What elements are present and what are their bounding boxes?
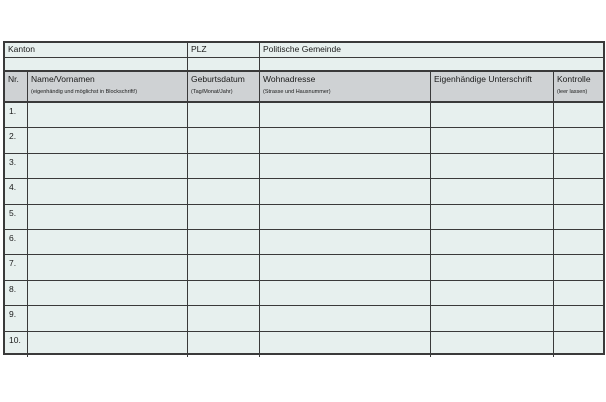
signature-field[interactable] — [431, 306, 554, 330]
table-row — [5, 230, 603, 255]
column-title: Geburtsdatum — [191, 74, 245, 84]
table-row — [5, 306, 603, 331]
column-header-control — [554, 72, 603, 101]
birthdate-field[interactable] — [188, 332, 260, 357]
row-number: 10. — [5, 332, 28, 357]
row-number: 4. — [5, 179, 28, 203]
address-field[interactable] — [260, 255, 431, 279]
row-number: 9. — [5, 306, 28, 330]
control-field — [554, 230, 603, 254]
plz-field[interactable] — [188, 58, 260, 70]
control-field — [554, 154, 603, 178]
row-number: 5. — [5, 205, 28, 229]
birthdate-field[interactable] — [188, 306, 260, 330]
control-field — [554, 205, 603, 229]
plz-label: PLZ — [188, 43, 260, 57]
column-header-address — [260, 72, 431, 101]
column-header-row — [5, 72, 603, 103]
column-title: Eigenhändige Unterschrift — [434, 74, 532, 84]
name-field[interactable] — [28, 255, 188, 279]
signature-field[interactable] — [431, 230, 554, 254]
address-field[interactable] — [260, 128, 431, 152]
row-number: 8. — [5, 281, 28, 305]
table-row — [5, 128, 603, 153]
gemeinde-label: Politische Gemeinde — [263, 44, 341, 54]
address-field[interactable] — [260, 205, 431, 229]
birthdate-field[interactable] — [188, 103, 260, 127]
table-row — [5, 205, 603, 230]
signature-field[interactable] — [431, 332, 554, 357]
row-number: 3. — [5, 154, 28, 178]
name-field[interactable] — [28, 205, 188, 229]
signature-field[interactable] — [431, 128, 554, 152]
control-field — [554, 281, 603, 305]
birthdate-field[interactable] — [188, 255, 260, 279]
name-field[interactable] — [28, 281, 188, 305]
name-field[interactable] — [28, 179, 188, 203]
address-field[interactable] — [260, 179, 431, 203]
address-field[interactable] — [260, 154, 431, 178]
birthdate-field[interactable] — [188, 179, 260, 203]
signature-form — [3, 41, 605, 355]
table-row — [5, 103, 603, 128]
signature-field[interactable] — [431, 205, 554, 229]
name-field[interactable] — [28, 154, 188, 178]
control-field — [554, 306, 603, 330]
kanton-field[interactable] — [5, 58, 188, 70]
table-row — [5, 332, 603, 357]
signature-field[interactable] — [431, 154, 554, 178]
table-row — [5, 154, 603, 179]
name-field[interactable] — [28, 103, 188, 127]
name-field[interactable] — [28, 306, 188, 330]
name-field[interactable] — [28, 332, 188, 357]
gemeinde-field[interactable] — [260, 58, 603, 70]
address-field[interactable] — [260, 230, 431, 254]
birthdate-field[interactable] — [188, 128, 260, 152]
signature-field[interactable] — [431, 103, 554, 127]
column-subtitle: (Strasse und Hausnummer) — [263, 89, 331, 95]
signature-rows — [5, 103, 603, 357]
address-field[interactable] — [260, 306, 431, 330]
column-title: Wohnadresse — [263, 74, 316, 84]
column-subtitle: (Tag/Monat/Jahr) — [191, 89, 233, 95]
signature-field[interactable] — [431, 281, 554, 305]
row-number: 6. — [5, 230, 28, 254]
row-number: 7. — [5, 255, 28, 279]
control-field — [554, 179, 603, 203]
column-header-name — [28, 72, 188, 101]
table-row — [5, 179, 603, 204]
location-header-row — [5, 43, 603, 58]
signature-field[interactable] — [431, 255, 554, 279]
birthdate-field[interactable] — [188, 205, 260, 229]
column-subtitle: (eigenhändig und möglichst in Blockschrift!) — [31, 89, 138, 95]
column-title: Nr. — [8, 74, 19, 84]
birthdate-field[interactable] — [188, 281, 260, 305]
name-field[interactable] — [28, 230, 188, 254]
location-input-row — [5, 58, 603, 72]
birthdate-field[interactable] — [188, 154, 260, 178]
control-field — [554, 255, 603, 279]
birthdate-field[interactable] — [188, 230, 260, 254]
name-field[interactable] — [28, 128, 188, 152]
column-header-nr — [5, 72, 28, 101]
control-field — [554, 103, 603, 127]
address-field[interactable] — [260, 281, 431, 305]
column-subtitle: (leer lassen) — [557, 89, 588, 95]
table-row — [5, 281, 603, 306]
signature-field[interactable] — [431, 179, 554, 203]
table-row — [5, 255, 603, 280]
control-field — [554, 128, 603, 152]
row-number: 2. — [5, 128, 28, 152]
column-header-signature — [431, 72, 554, 101]
control-field — [554, 332, 603, 357]
column-header-birthdate — [188, 72, 260, 101]
kanton-label: Kanton — [5, 43, 188, 57]
column-title: Kontrolle — [557, 74, 591, 84]
address-field[interactable] — [260, 103, 431, 127]
row-number: 1. — [5, 103, 28, 127]
column-title: Name/Vornamen — [31, 74, 95, 84]
address-field[interactable] — [260, 332, 431, 357]
